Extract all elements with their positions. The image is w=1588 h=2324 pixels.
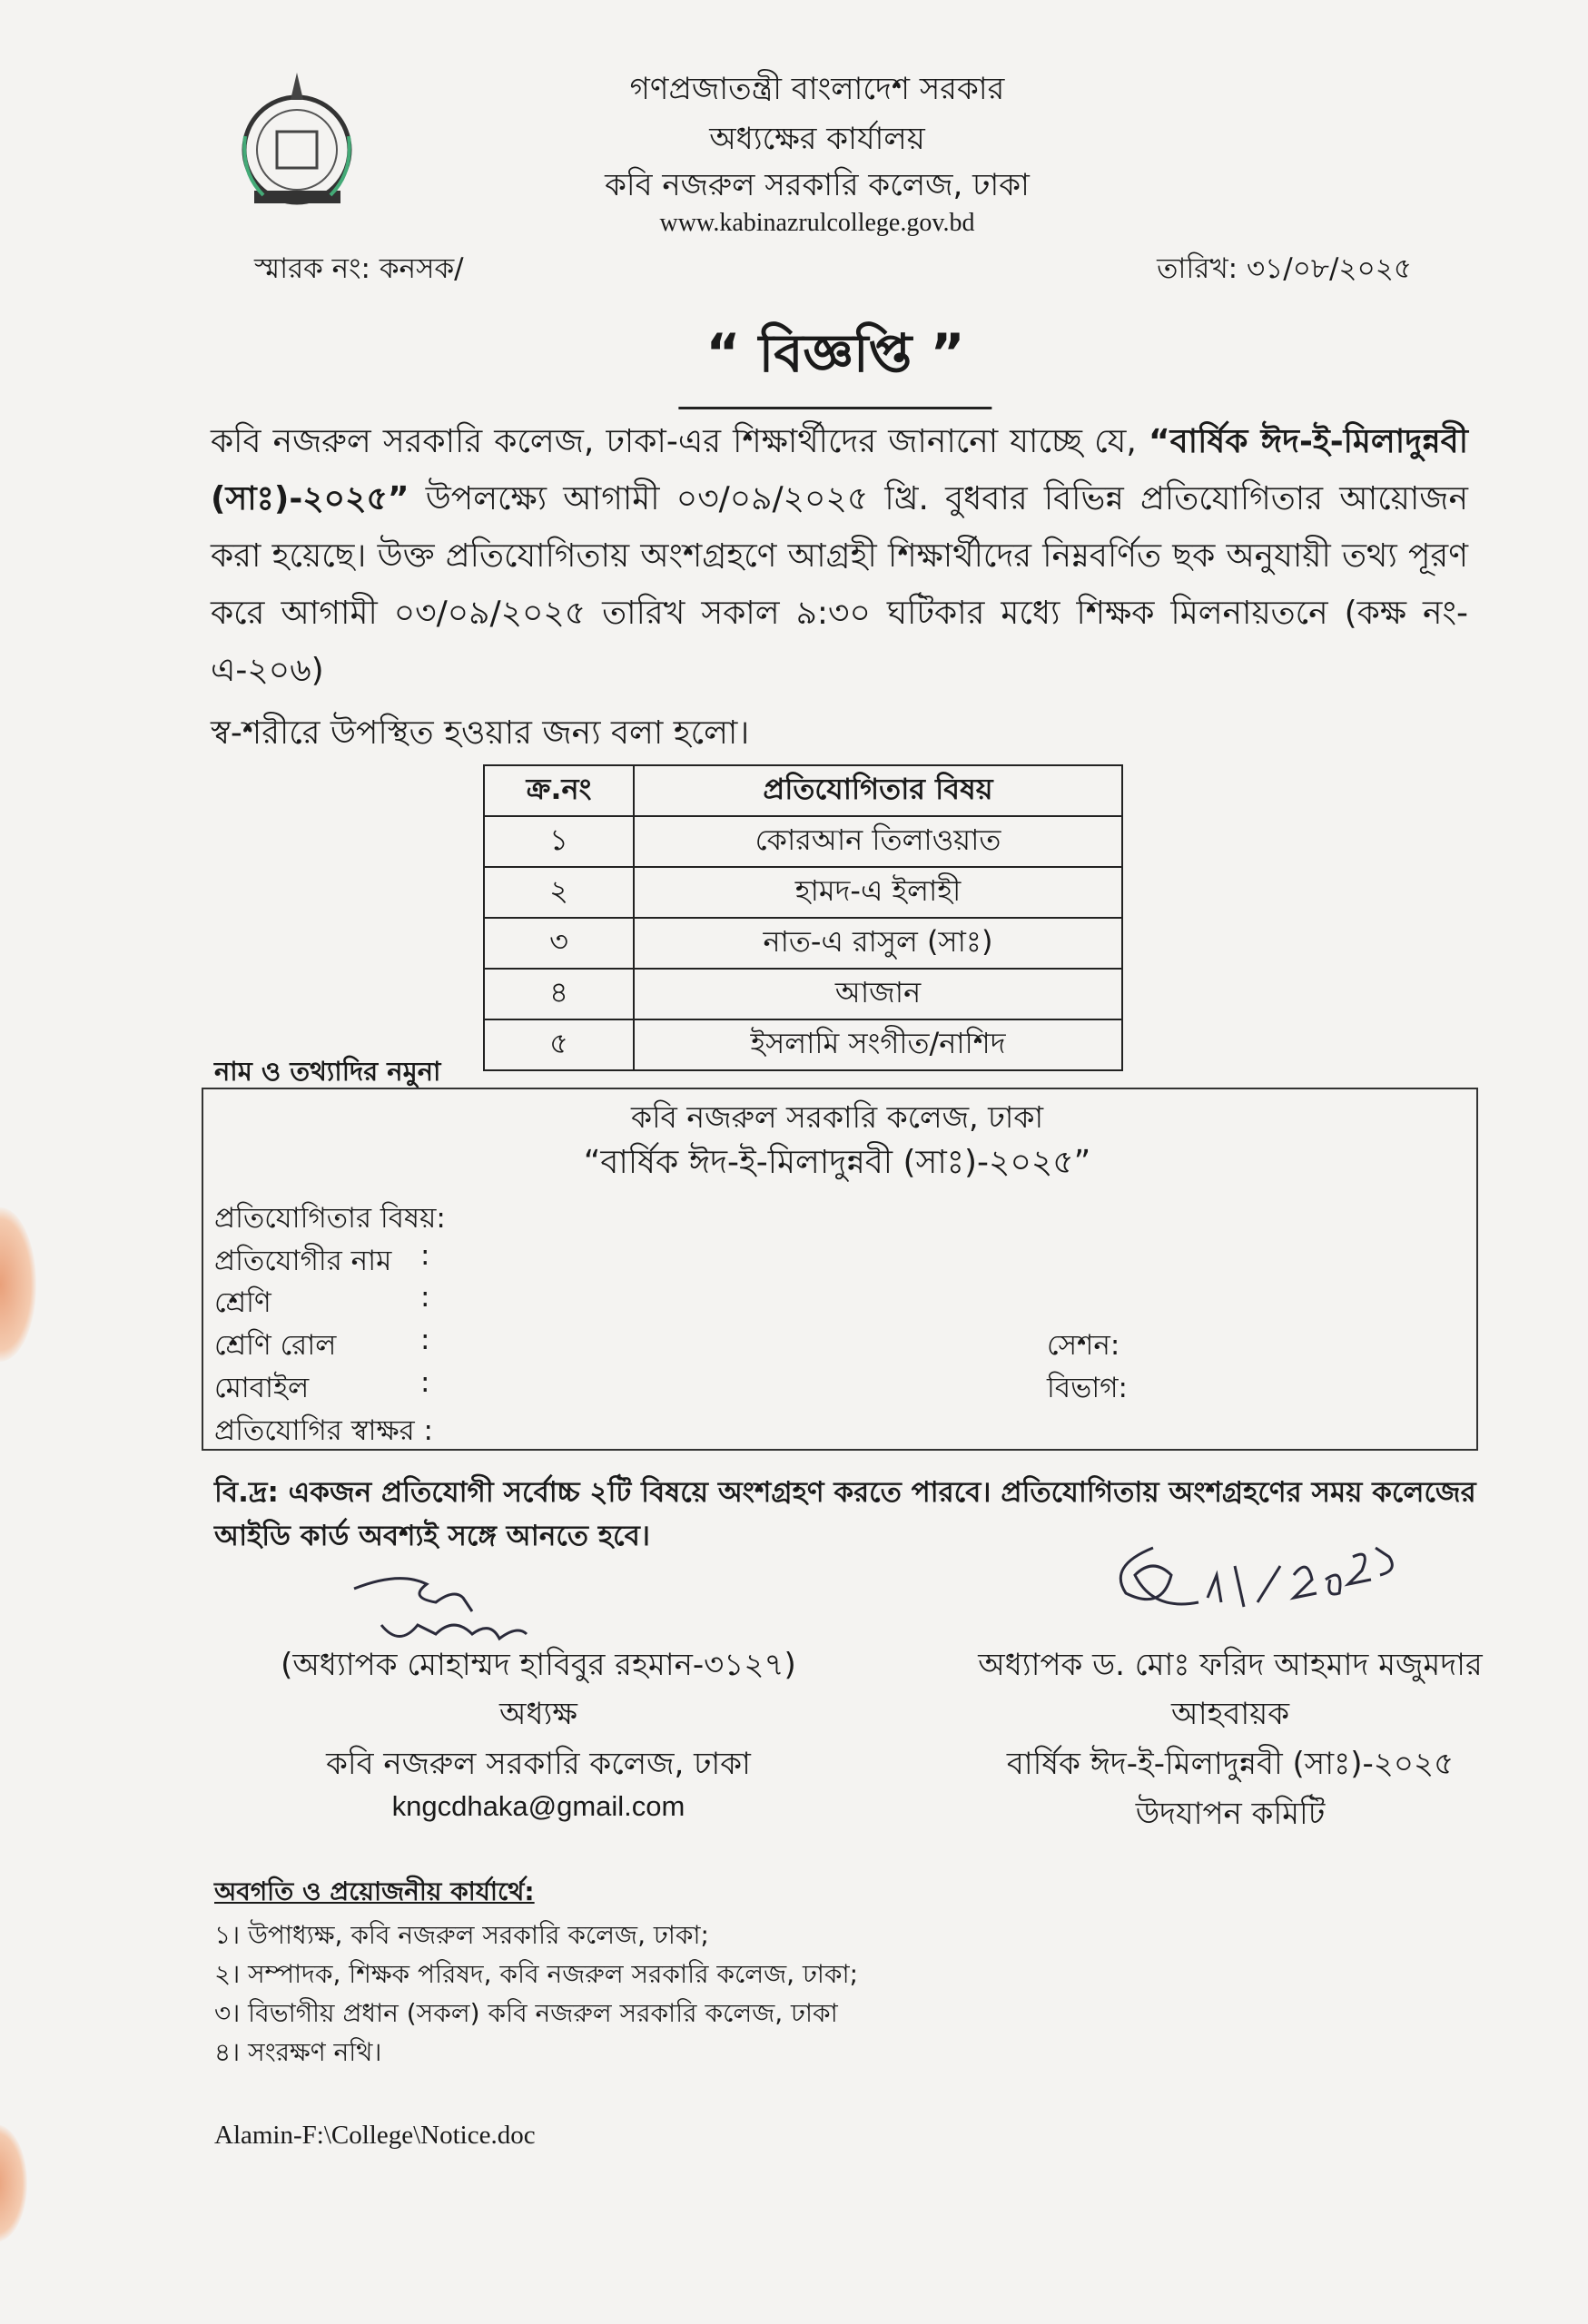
distribution-item: ৪। সংরক্ষণ নথি। (214, 2037, 382, 2067)
serial-cell: ৪ (484, 969, 634, 1019)
distribution-heading: অবগতি ও প্রয়োজনীয় কার্যার্থে: (214, 1876, 535, 1906)
paper-stain (0, 1207, 36, 1362)
left-signature (345, 1561, 545, 1652)
website-link[interactable]: www.kabinazrulcollege.gov.bd (659, 209, 975, 237)
body-text-end: স্ব-শরীরে উপস্থিত হওয়ার জন্য বলা হলো। (211, 714, 750, 752)
label-department: বিভাগ: (1047, 1372, 1128, 1404)
subject-cell: ইসলামি সংগীত/নাশিদ (634, 1019, 1122, 1070)
office-name: অধ্যক্ষের কার্যালয় (709, 121, 925, 157)
colon: : (420, 1281, 430, 1314)
serial-cell: ৩ (484, 918, 634, 969)
event-name: “বার্ষিক ঈদ-ই-মিলাদুন্নবী (সাঃ)-২০২৫” (211, 423, 1468, 517)
serial-cell: ২ (484, 867, 634, 918)
notice-body (211, 413, 1468, 699)
notice-title: “ বিজ্ঞপ্তি ” (678, 313, 991, 409)
right-signatory-designation: আহবায়ক (1170, 1696, 1290, 1732)
label-class: শ্রেণি (214, 1286, 271, 1319)
note-text: বি.দ্র: একজন প্রতিযোগী সর্বোচ্চ ২টি বিষয়ে অংশগ্রহণ করতে পারবে। প্রতিযোগিতায় অংশগ্রহণের সময় কলেজের আইডি কার্ড অবশ্যই সঙ্গে আনতে হবে। (214, 1476, 1476, 1552)
memo-number: স্মারক নং: কনসক/ (254, 252, 464, 285)
college-name: কবি নজরুল সরকারি কলেজ, ঢাকা (605, 167, 1030, 203)
form-event: “বার্ষিক ঈদ-ই-মিলাদুন্নবী (সাঃ)-২০২৫” (583, 1144, 1091, 1181)
notice-date: তারিখ: ৩১/০৮/২০২৫ (1157, 252, 1412, 285)
column-header-serial: ক্র.নং (484, 765, 634, 816)
table-row (484, 816, 1122, 867)
label-mobile: মোবাইল (214, 1372, 310, 1404)
subject-cell: নাত-এ রাসুল (সাঃ) (634, 918, 1122, 969)
table-row (484, 918, 1122, 969)
colon: : (420, 1366, 430, 1399)
left-signatory-name: (অধ্যাপক মোহাম্মদ হাবিবুর রহমান-৩১২৭) (281, 1647, 796, 1683)
form-college: কবি নজরুল সরকারি কলেজ, ঢাকা (630, 1099, 1044, 1135)
label-subject: প্রতিযোগিতার বিষয়: (214, 1202, 446, 1235)
paper-stain (0, 2124, 27, 2242)
table-header-row (484, 765, 1122, 816)
left-signatory-email[interactable]: kngcdhaka@gmail.com (391, 1790, 686, 1822)
table-row (484, 1019, 1122, 1070)
left-signatory-designation: অধ্যক্ষ (499, 1696, 577, 1732)
label-session: সেশন: (1047, 1329, 1120, 1362)
right-signatory-name: অধ্যাপক ড. মোঃ ফরিদ আহমাদ মজুমদার (978, 1647, 1483, 1683)
distribution-item: ২। সম্পাদক, শিক্ষক পরিষদ, কবি নজরুল সরকারি কলেজ, ঢাকা; (214, 1959, 859, 1989)
serial-cell: ১ (484, 816, 634, 867)
colon: : (420, 1324, 430, 1356)
competition-table (483, 764, 1123, 1071)
table-row (484, 867, 1122, 918)
colon: : (420, 1239, 430, 1272)
right-signatory-committee: উদযাপন কমিটি (1135, 1796, 1326, 1832)
subject-cell: কোরআন তিলাওয়াত (634, 816, 1122, 867)
distribution-item: ১। উপাধ্যক্ষ, কবি নজরুল সরকারি কলেজ, ঢাকা; (214, 1920, 709, 1950)
government-name: গণপ্রজাতন্ত্রী বাংলাদেশ সরকার (629, 71, 1005, 107)
sample-label: নাম ও তথ্যাদির নমুনা (214, 1056, 441, 1087)
body-text: কবি নজরুল সরকারি কলেজ, ঢাকা-এর শিক্ষার্থীদের জানানো যাচ্ছে যে, (211, 423, 1149, 460)
subject-cell: হামদ-এ ইলাহী (634, 867, 1122, 918)
column-header-subject: প্রতিযোগিতার বিষয় (634, 765, 1122, 816)
label-roll: শ্রেণি রোল (214, 1329, 337, 1362)
right-signature (1099, 1530, 1398, 1630)
file-path-footer: Alamin-F:\College\Notice.doc (214, 2121, 536, 2150)
left-signatory-org: কবি নজরুল সরকারি কলেজ, ঢাকা (326, 1746, 751, 1782)
label-signature: প্রতিযোগির স্বাক্ষর : (214, 1414, 433, 1447)
right-signatory-org: বার্ষিক ঈদ-ই-মিলাদুন্নবী (সাঃ)-২০২৫ (1006, 1746, 1455, 1782)
serial-cell: ৫ (484, 1019, 634, 1070)
subject-cell: আজান (634, 969, 1122, 1019)
label-name: প্রতিযোগীর নাম (214, 1245, 392, 1277)
college-logo (227, 64, 368, 213)
distribution-item: ৩। বিভাগীয় প্রধান (সকল) কবি নজরুল সরকারি কলেজ, ঢাকা (214, 1998, 838, 2028)
body-text: উপলক্ষ্যে আগামী ০৩/০৯/২০২৫ খ্রি. বুধবার বিভিন্ন প্রতিযোগিতার আয়োজন করা হয়েছে। উক্ত প্রতিযোগিতায় অংশগ্রহণে আগ্রহী শিক্ষার্থীদের নিম্নবর্ণিত ছক অনুযায়ী তথ্য পূরণ করে আগামী ০৩/০৯/২০২৫ তারিখ সকাল ৯:৩০ ঘটিকার মধ্যে শিক্ষক মিলনায়তনে (কক্ষ নং-এ-২০৬) (211, 480, 1468, 689)
table-row (484, 969, 1122, 1019)
